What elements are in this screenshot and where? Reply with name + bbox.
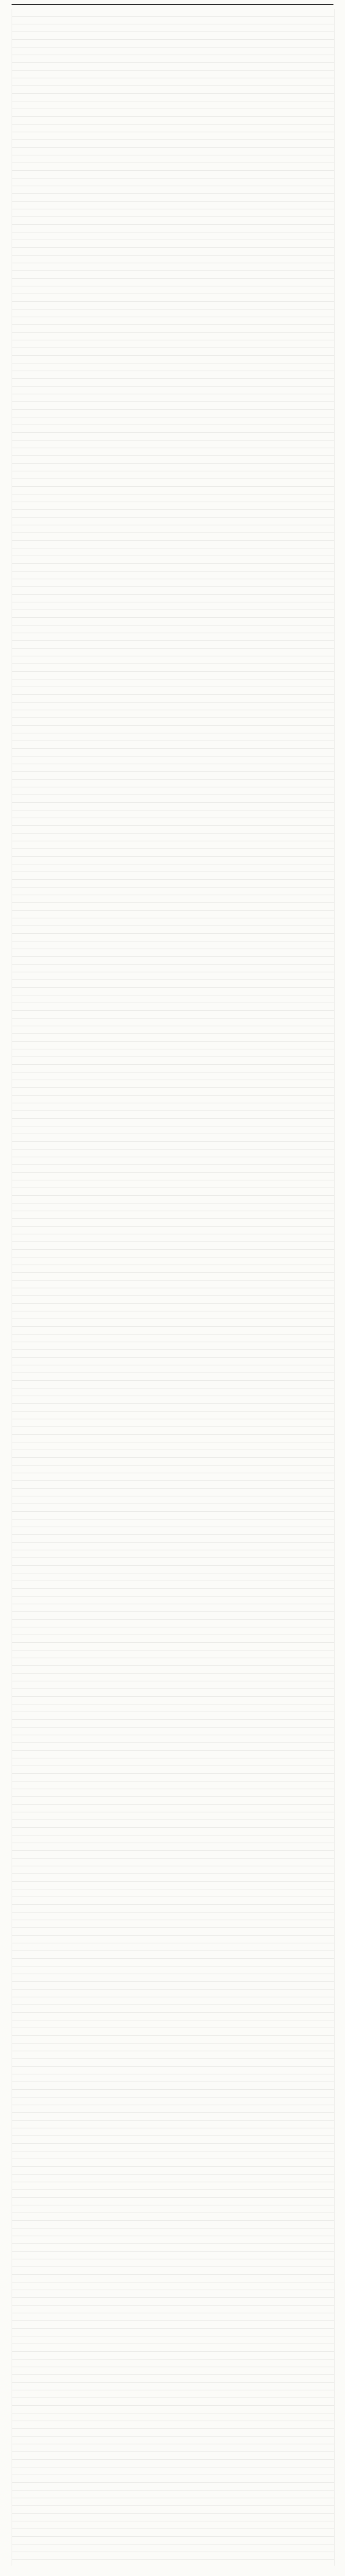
top-rule (12, 4, 333, 5)
text-column (12, 9, 335, 2566)
scan-line-texture (12, 9, 334, 2566)
